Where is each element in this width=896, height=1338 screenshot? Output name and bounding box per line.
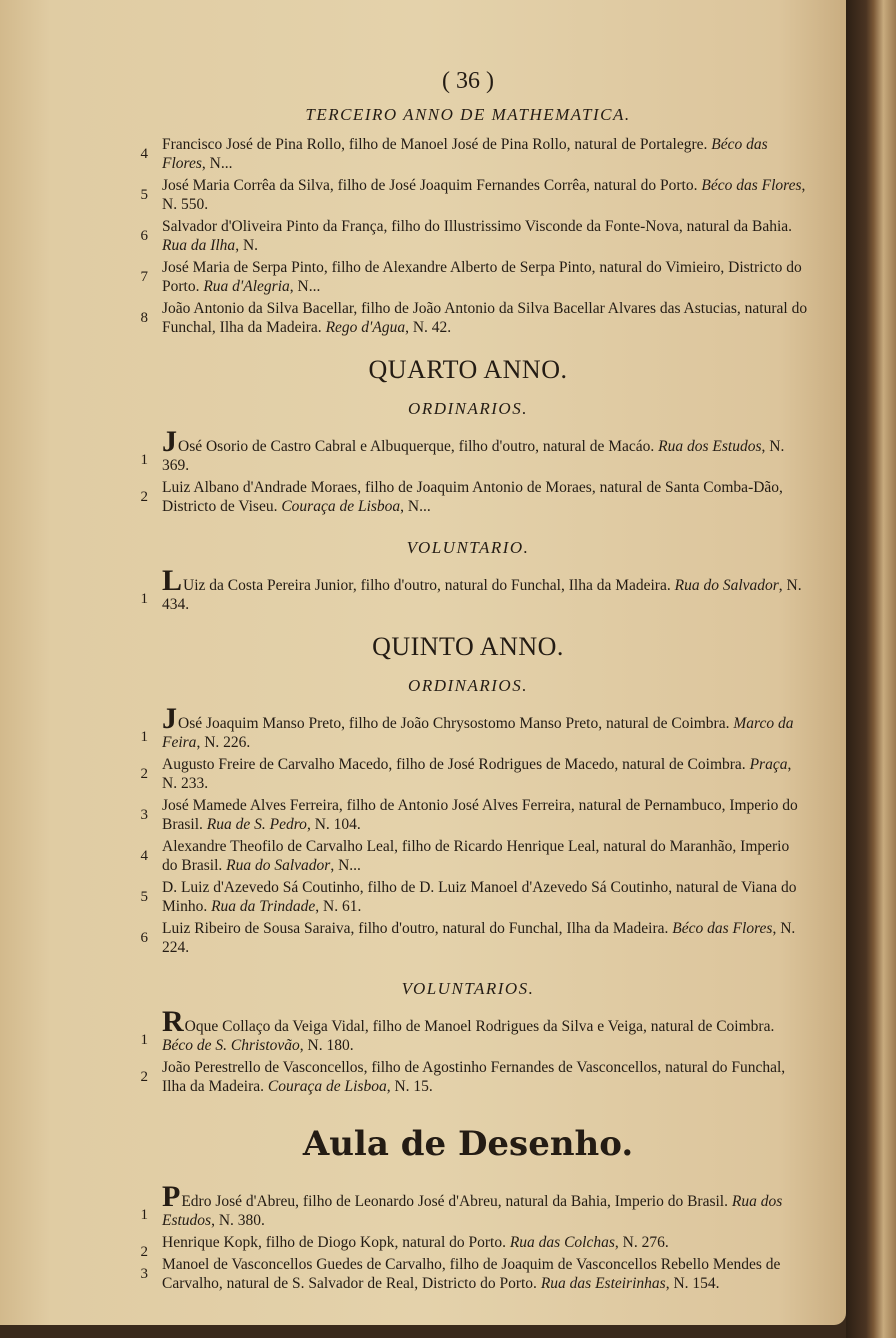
entry-description: João Perestrello de Vasconcellos, filho de Agostinho Fernandes de Vasconcellos, natural do Funchal, Ilha da Madeira. bbox=[162, 1059, 786, 1095]
entry-house-number: , N. 233. bbox=[162, 756, 792, 792]
entry-street: Rua do Salvador bbox=[674, 577, 779, 594]
entry-street: Rua da Trindade bbox=[211, 898, 316, 915]
quarto-voluntario-label: VOLUNTARIO. bbox=[406, 538, 530, 557]
entry-text bbox=[162, 478, 808, 516]
quarto-ordinarios-list bbox=[128, 425, 808, 516]
entry-street: Rua dos Estudos bbox=[658, 438, 762, 455]
entry-house-number: , N. 180. bbox=[299, 1037, 354, 1054]
entry-house-number: , N. 15. bbox=[386, 1078, 433, 1095]
entry-description: Edro José d'Abreu, filho de Leonardo José d'Abreu, natural da Bahia, Imperio do Brasil. bbox=[181, 1193, 732, 1210]
entry-street: Rua das Esteirinhas bbox=[540, 1275, 666, 1292]
entry-house-number: , N... bbox=[400, 498, 431, 515]
list-item bbox=[128, 1255, 808, 1293]
entry-number: 8 bbox=[140, 310, 148, 326]
entry-description: Oque Collaço da Veiga Vidal, filho de Manoel Rodrigues da Silva e Veiga, natural de Coimbra. bbox=[184, 1018, 775, 1035]
list-item bbox=[128, 1233, 808, 1260]
entry-house-number: , N. bbox=[235, 237, 259, 254]
entry-street: Rua das Colchas bbox=[509, 1234, 615, 1251]
entry-number: 6 bbox=[140, 228, 148, 244]
entry-text bbox=[162, 1255, 808, 1293]
quarto-voluntario-list bbox=[128, 564, 808, 614]
entry-house-number: , N. 226. bbox=[196, 734, 251, 751]
entry-street: Rua da Ilha bbox=[162, 237, 236, 254]
terceiro-list bbox=[128, 135, 808, 337]
list-item bbox=[128, 1005, 808, 1055]
entry-text bbox=[162, 878, 808, 916]
list-item bbox=[128, 176, 808, 214]
entry-house-number: , N. 434. bbox=[162, 577, 802, 613]
entry-number: 6 bbox=[140, 930, 148, 946]
entry-house-number: , N. 224. bbox=[162, 920, 796, 956]
list-item bbox=[128, 299, 808, 337]
entry-description: D. Luiz d'Azevedo Sá Coutinho, filho de D. Luiz Manoel d'Azevedo Sá Coutinho, natural de Viana do Minho. bbox=[162, 879, 797, 915]
entry-street: Praça bbox=[749, 756, 788, 773]
entry-text bbox=[162, 1058, 808, 1096]
drop-capital: J bbox=[162, 425, 177, 458]
entry-number: 2 bbox=[140, 1069, 148, 1085]
entry-text bbox=[162, 702, 808, 752]
page-content bbox=[128, 68, 808, 1296]
entry-text bbox=[162, 1180, 808, 1230]
entry-description: Osé Osorio de Castro Cabral e Albuquerque, filho d'outro, natural de Macáo. bbox=[178, 438, 659, 455]
list-item bbox=[128, 1058, 808, 1096]
entry-description: Augusto Freire de Carvalho Macedo, filho de José Rodrigues de Macedo, natural de Coimbra. bbox=[162, 756, 750, 773]
entry-street: Couraça de Lisboa bbox=[267, 1078, 387, 1095]
entry-number: 5 bbox=[140, 187, 148, 203]
entry-text bbox=[162, 135, 808, 173]
page-edge bbox=[846, 0, 896, 1338]
entry-text bbox=[162, 1005, 808, 1055]
entry-house-number: , N... bbox=[289, 278, 321, 295]
entry-number: 1 bbox=[140, 452, 148, 468]
drop-capital: J bbox=[162, 702, 177, 735]
entry-street: Couraça de Lisboa bbox=[281, 498, 401, 515]
entry-house-number: , N. 276. bbox=[614, 1234, 669, 1251]
entry-number: 2 bbox=[140, 1244, 148, 1260]
entry-number: 3 bbox=[140, 807, 148, 823]
entry-text bbox=[162, 919, 808, 957]
entry-street: Rua d'Alegria bbox=[203, 278, 290, 295]
entry-house-number: , N. 154. bbox=[665, 1275, 720, 1292]
entry-street: Rua do Salvador bbox=[226, 857, 331, 874]
entry-description: Luiz Ribeiro de Sousa Saraiva, filho d'outro, natural do Funchal, Ilha da Madeira. bbox=[162, 920, 673, 937]
quinto-ordinarios-label: ORDINARIOS. bbox=[408, 676, 528, 695]
entry-number: 2 bbox=[140, 489, 148, 505]
entry-street: Béco das Flores bbox=[162, 136, 768, 172]
entry-number: 1 bbox=[140, 1032, 148, 1048]
list-item bbox=[128, 796, 808, 834]
entry-house-number: , N... bbox=[201, 155, 233, 172]
drop-capital: P bbox=[162, 1180, 181, 1213]
list-item bbox=[128, 919, 808, 957]
entry-description: Luiz Albano d'Andrade Moraes, filho de Joaquim Antonio de Moraes, natural de Santa Comba-Dão, Districto de Viseu. bbox=[162, 479, 783, 515]
entry-text bbox=[162, 425, 808, 475]
entry-description: Henrique Kopk, filho de Diogo Kopk, natural do Porto. bbox=[162, 1234, 510, 1251]
entry-text bbox=[162, 755, 808, 793]
drop-capital: L bbox=[162, 564, 183, 597]
entry-house-number: , N. 380. bbox=[211, 1212, 265, 1229]
entry-house-number: , N. 550. bbox=[162, 177, 806, 213]
list-item bbox=[128, 755, 808, 793]
entry-text bbox=[162, 299, 808, 337]
entry-number: 5 bbox=[140, 889, 148, 905]
entry-description: Francisco José de Pina Rollo, filho de Manoel José de Pina Rollo, natural de Portalegre. bbox=[162, 136, 712, 153]
entry-street: Béco de S. Christovão bbox=[162, 1037, 300, 1054]
entry-street: Marco da Feira bbox=[162, 715, 794, 751]
quarto-heading: QUARTO ANNO. bbox=[368, 355, 568, 384]
entry-description: Alexandre Theofilo de Carvalho Leal, filho de Ricardo Henrique Leal, natural do Maranhão, Imperio do Brasil. bbox=[162, 838, 790, 874]
list-item bbox=[128, 878, 808, 916]
entry-house-number: , N... bbox=[330, 857, 361, 874]
entry-number: 7 bbox=[140, 269, 148, 285]
entry-house-number: , N. 61. bbox=[315, 898, 362, 915]
entry-text bbox=[162, 796, 808, 834]
list-item bbox=[128, 425, 808, 475]
list-item bbox=[128, 564, 808, 614]
entry-house-number: , N. 369. bbox=[162, 438, 785, 474]
quarto-ordinarios-label: ORDINARIOS. bbox=[408, 399, 528, 418]
list-item bbox=[128, 217, 808, 255]
list-item bbox=[128, 135, 808, 173]
entry-text bbox=[162, 1233, 808, 1252]
list-item bbox=[128, 1180, 808, 1230]
entry-street: Rua dos Estudos bbox=[162, 1193, 783, 1229]
entry-description: José Mamede Alves Ferreira, filho de Antonio José Alves Ferreira, natural de Pernambuco, Imperio do Brasil. bbox=[162, 797, 798, 833]
drop-capital: R bbox=[162, 1005, 184, 1038]
entry-description: Uiz da Costa Pereira Junior, filho d'outro, natural do Funchal, Ilha da Madeira. bbox=[183, 577, 675, 594]
entry-number: 4 bbox=[140, 848, 148, 864]
list-item bbox=[128, 258, 808, 296]
entry-street: Béco das Flores bbox=[701, 177, 802, 194]
quinto-voluntarios-list bbox=[128, 1005, 808, 1096]
entry-text bbox=[162, 837, 808, 875]
desenho-heading: Aula de Desenho. bbox=[302, 1124, 634, 1164]
entry-number: 1 bbox=[140, 591, 148, 607]
entry-text bbox=[162, 176, 808, 214]
entry-number: 3 bbox=[140, 1266, 148, 1282]
entry-description: Manoel de Vasconcellos Guedes de Carvalho, filho de Joaquim de Vasconcellos Rebello Mendes de Carvalho, natural de S. Salvador de Real, Districto do Porto. bbox=[162, 1256, 781, 1292]
entry-text bbox=[162, 258, 808, 296]
page-number: ( 36 ) bbox=[442, 68, 494, 94]
entry-street: Rua de S. Pedro bbox=[206, 816, 307, 833]
entry-number: 2 bbox=[140, 766, 148, 782]
quinto-voluntarios-label: VOLUNTARIOS. bbox=[401, 979, 535, 998]
quinto-ordinarios-list bbox=[128, 702, 808, 957]
entry-text bbox=[162, 564, 808, 614]
entry-street: Béco das Flores bbox=[672, 920, 773, 937]
list-item bbox=[128, 837, 808, 875]
entry-description: Salvador d'Oliveira Pinto da França, filho do Illustrissimo Visconde da Fonte-Nova, natural da Bahia. bbox=[162, 218, 793, 235]
list-item bbox=[128, 478, 808, 516]
desenho-list bbox=[128, 1180, 808, 1293]
entry-description: José Maria Corrêa da Silva, filho de José Joaquim Fernandes Corrêa, natural do Porto. bbox=[162, 177, 702, 194]
entry-house-number: , N. 104. bbox=[306, 816, 361, 833]
section-title: TERCEIRO ANNO DE MATHEMATICA. bbox=[305, 105, 631, 124]
list-item bbox=[128, 702, 808, 752]
entry-number: 1 bbox=[140, 729, 148, 745]
entry-description: João Antonio da Silva Bacellar, filho de João Antonio da Silva Bacellar Alvares das Astucias, natural do Funchal, Ilha da Madeira. bbox=[162, 300, 808, 336]
entry-text bbox=[162, 217, 808, 255]
quinto-heading: QUINTO ANNO. bbox=[372, 632, 564, 661]
entry-description: Osé Joaquim Manso Preto, filho de João Chrysostomo Manso Preto, natural de Coimbra. bbox=[178, 715, 734, 732]
entry-house-number: , N. 42. bbox=[405, 319, 452, 336]
entry-description: José Maria de Serpa Pinto, filho de Alexandre Alberto de Serpa Pinto, natural do Vimieiro, Districto do Porto. bbox=[162, 259, 802, 295]
entry-number: 4 bbox=[140, 146, 148, 162]
entry-number: 1 bbox=[140, 1207, 148, 1223]
entry-street: Rego d'Agua bbox=[325, 319, 406, 336]
